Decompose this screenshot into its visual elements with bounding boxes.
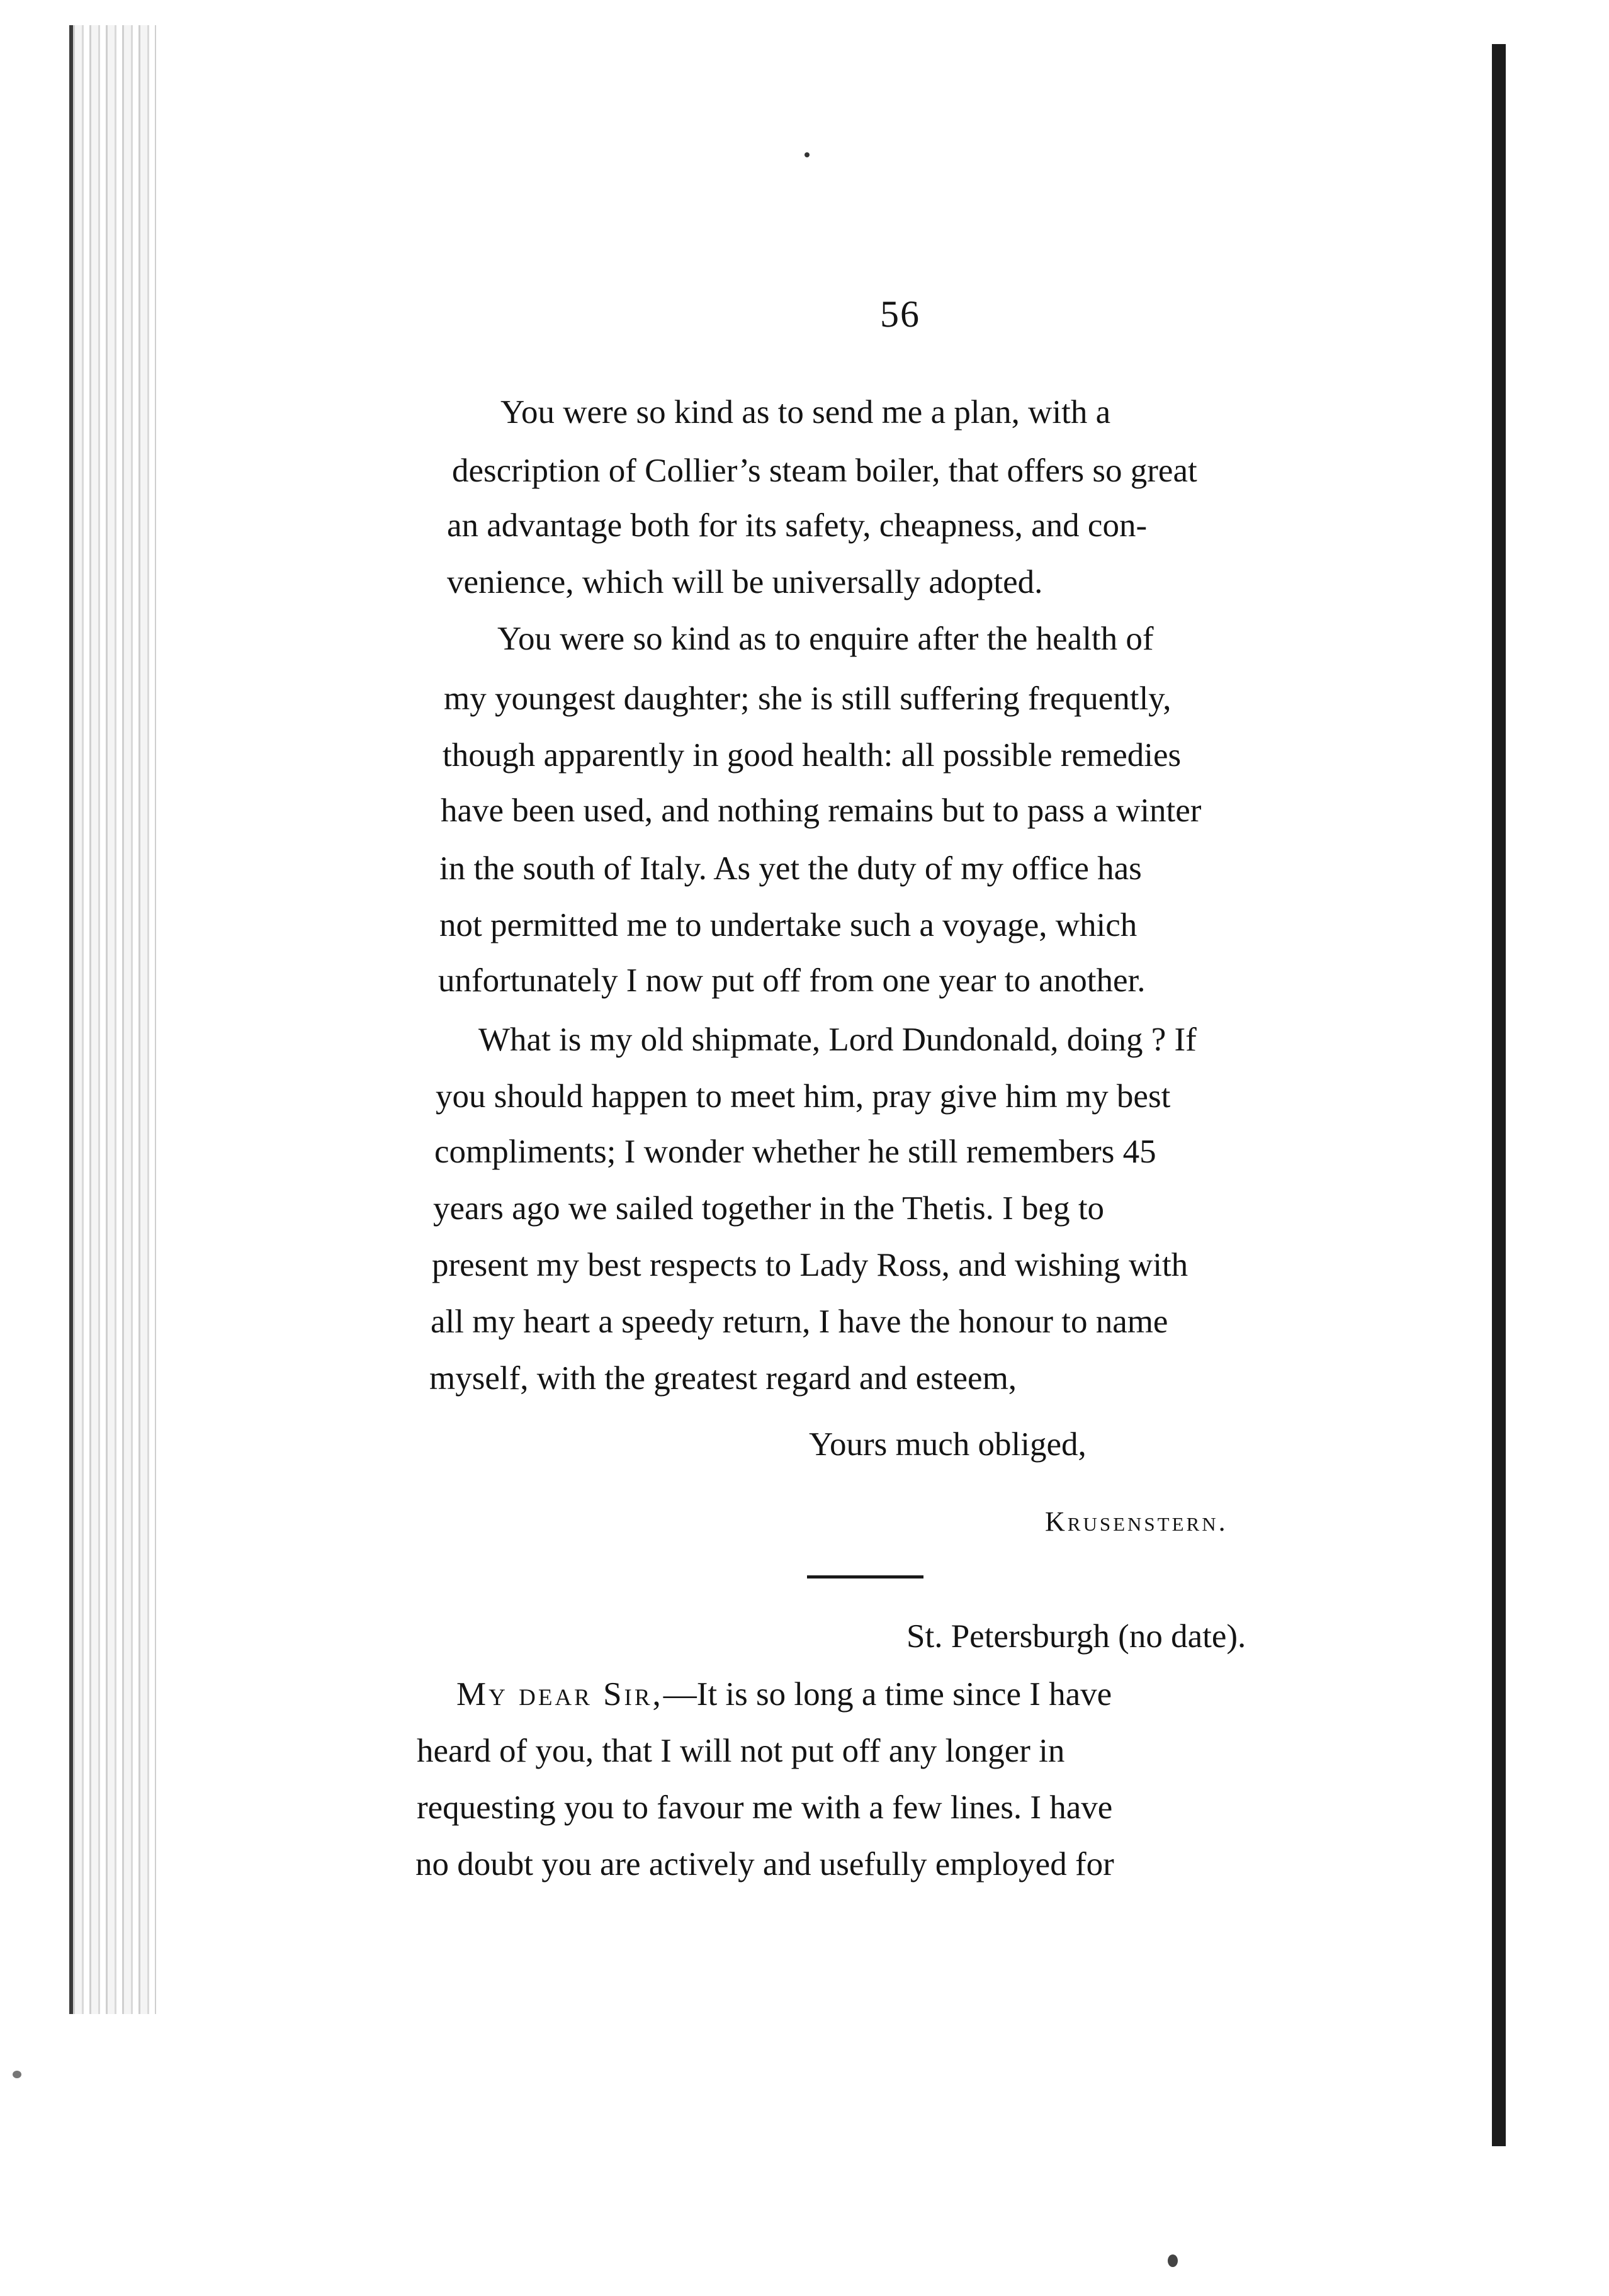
book-gutter-edge xyxy=(1492,44,1506,2146)
letter-line-3: requesting you to favour me with a few lines. I have xyxy=(417,1789,1113,1826)
body-line-12: What is my old shipmate, Lord Dundonald, doing ? If xyxy=(478,1021,1197,1058)
section-divider-rule xyxy=(807,1575,923,1578)
body-line-14: compliments; I wonder whether he still remembers 45 xyxy=(434,1134,1156,1170)
dateline: St. Petersburgh (no date). xyxy=(906,1618,1246,1655)
letter-line-1: —It is so long a time since I have xyxy=(663,1676,1112,1713)
body-line-7: though apparently in good health: all possible remedies xyxy=(443,737,1182,774)
body-line-3: an advantage both for its safety, cheapness, and con- xyxy=(447,507,1148,544)
body-line-11: unfortunately I now put off from one year to another. xyxy=(438,962,1146,999)
letter-line-2: heard of you, that I will not put off any longer in xyxy=(417,1733,1065,1769)
body-line-1: You were so kind as to send me a plan, with a xyxy=(500,394,1111,430)
scan-mark xyxy=(13,2071,21,2078)
body-line-13: you should happen to meet him, pray give him my best xyxy=(436,1078,1171,1115)
scan-mark xyxy=(1168,2254,1178,2267)
closing-line: Yours much obliged, xyxy=(809,1426,1087,1463)
page-number: 56 xyxy=(880,293,920,335)
body-line-2: description of Collier’s steam boiler, that offers so great xyxy=(452,453,1197,489)
body-line-17: all my heart a speedy return, I have the honour to name xyxy=(431,1303,1168,1340)
body-line-10: not permitted me to undertake such a voyage, which xyxy=(439,907,1138,943)
body-line-9: in the south of Italy. As yet the duty of my office has xyxy=(439,850,1142,887)
body-line-6: my youngest daughter; she is still suffering frequently, xyxy=(444,680,1171,717)
body-line-5: You were so kind as to enquire after the health of xyxy=(497,621,1154,657)
body-line-4: venience, which will be universally adopted. xyxy=(447,564,1043,600)
signature: Krusenstern. xyxy=(1045,1506,1228,1537)
body-line-16: present my best respects to Lady Ross, and wishing with xyxy=(432,1247,1188,1283)
salutation: My dear Sir, xyxy=(456,1676,663,1713)
ink-speck xyxy=(804,152,810,157)
letter-line-4: no doubt you are actively and usefully employed for xyxy=(415,1846,1114,1882)
body-line-15: years ago we sailed together in the Thetis. I beg to xyxy=(433,1190,1105,1227)
body-line-18: myself, with the greatest regard and esteem, xyxy=(429,1360,1017,1397)
facing-page-margin xyxy=(1506,0,1609,2296)
book-page-edges xyxy=(69,25,156,2014)
body-line-8: have been used, and nothing remains but to pass a winter xyxy=(441,792,1202,829)
salutation-line xyxy=(456,1675,1112,1713)
